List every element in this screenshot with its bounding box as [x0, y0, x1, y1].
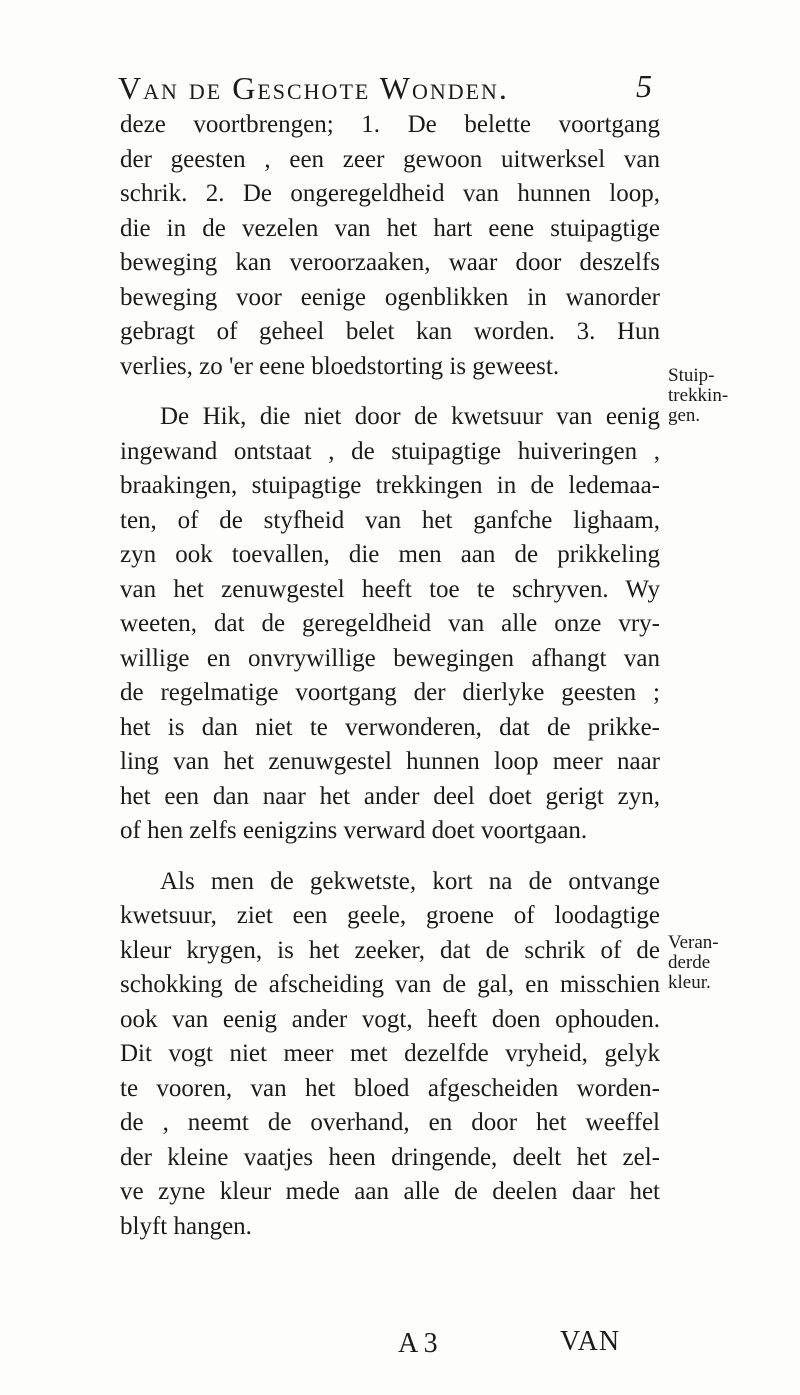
text-line: De Hik, die niet door de kwetsuur van eenig — [160, 403, 660, 430]
paragraph-3 — [120, 865, 660, 1245]
paragraph-gap — [120, 849, 660, 865]
text-line: kleur krygen, is het zeeker, dat de schrik of de — [120, 936, 660, 964]
text-line: der geesten , een zeer gewoon uitwerksel van — [120, 145, 660, 173]
text-line: ve zyne kleur mede aan alle de deelen daar het — [120, 1178, 660, 1205]
text-line: de regelmatige voortgang der dierlyke geesten ; — [120, 679, 660, 706]
paragraph-gap — [120, 384, 660, 400]
margin-note-1 — [668, 366, 728, 426]
running-title: Van de Geschote Wonden. — [118, 70, 509, 106]
margin-note-line: kleur. — [668, 972, 711, 993]
text-line: weeten, dat de geregeldheid van alle onze vry- — [120, 610, 660, 637]
page-number: 5 — [636, 68, 652, 104]
text-line: het een dan naar het ander deel doet gerigt zyn, — [120, 782, 660, 810]
text-line: der kleine vaatjes heen dringende, deelt het zel- — [120, 1143, 660, 1171]
text-line: Dit vogt niet meer met dezelfde vryheid, gelyk — [120, 1040, 660, 1067]
text-line: schrik. 2. De ongeregeldheid van hunnen loop, — [120, 180, 660, 207]
text-line: die in de vezelen van het hart eene stuipagtige — [120, 214, 660, 242]
margin-note-line: trekkin- — [668, 385, 729, 406]
text-line: ten, of de styfheid van het ganfche lighaam, — [120, 506, 660, 534]
text-line: Als men de gekwetste, kort na de ontvange — [160, 867, 660, 895]
text-line: deze voortbrengen; 1. De belette voortgang — [120, 111, 660, 138]
text-line: gebragt of geheel belet kan worden. 3. Hun — [120, 318, 660, 345]
paragraph-1 — [120, 108, 660, 384]
text-line: beweging kan veroorzaaken, waar door deszelfs — [120, 249, 660, 276]
text-line: te vooren, van het bloed afgescheiden worden- — [120, 1074, 660, 1102]
text-line: of hen zelfs eenigzins verward doet voortgaan. — [120, 817, 588, 844]
text-line: kwetsuur, ziet een geele, groene of loodagtige — [120, 902, 660, 929]
text-line: ook van eenig ander vogt, heeft doen ophouden. — [120, 1005, 660, 1033]
margin-note-line: gen. — [668, 405, 701, 426]
text-line: ling van het zenuwgestel hunnen loop meer naar — [120, 748, 660, 775]
margin-note-line: Stuip- — [668, 365, 715, 386]
text-line: verlies, zo 'er eene bloedstorting is geweest. — [120, 352, 560, 380]
text-line: schokking de afscheiding van de gal, en misschien — [120, 971, 660, 998]
catchword: VAN — [560, 1326, 621, 1357]
paragraph-2 — [120, 400, 660, 849]
signature-mark: A 3 — [398, 1328, 438, 1359]
text-line: beweging voor eenige ogenblikken in wanorder — [120, 283, 660, 311]
text-line: van het zenuwgestel heeft toe te schryven. Wy — [120, 575, 660, 603]
body-text — [120, 108, 660, 1244]
text-line: braakingen, stuipagtige trekkingen in de ledemaa- — [120, 472, 660, 499]
text-line: de , neemt de overhand, en door het weeffel — [120, 1109, 660, 1136]
text-line: zyn ook toevallen, die men aan de prikkeling — [120, 541, 660, 568]
margin-note-line: derde — [668, 952, 711, 973]
text-line: blyft hangen. — [120, 1212, 252, 1240]
text-line: het is dan niet te verwonderen, dat de prikke- — [120, 713, 660, 741]
margin-note-line: Veran- — [668, 932, 719, 953]
text-line: ingewand ontstaat , de stuipagtige huiveringen , — [120, 437, 660, 465]
margin-note-2 — [668, 933, 719, 993]
text-line: willige en onvrywillige bewegingen afhangt van — [120, 644, 660, 672]
